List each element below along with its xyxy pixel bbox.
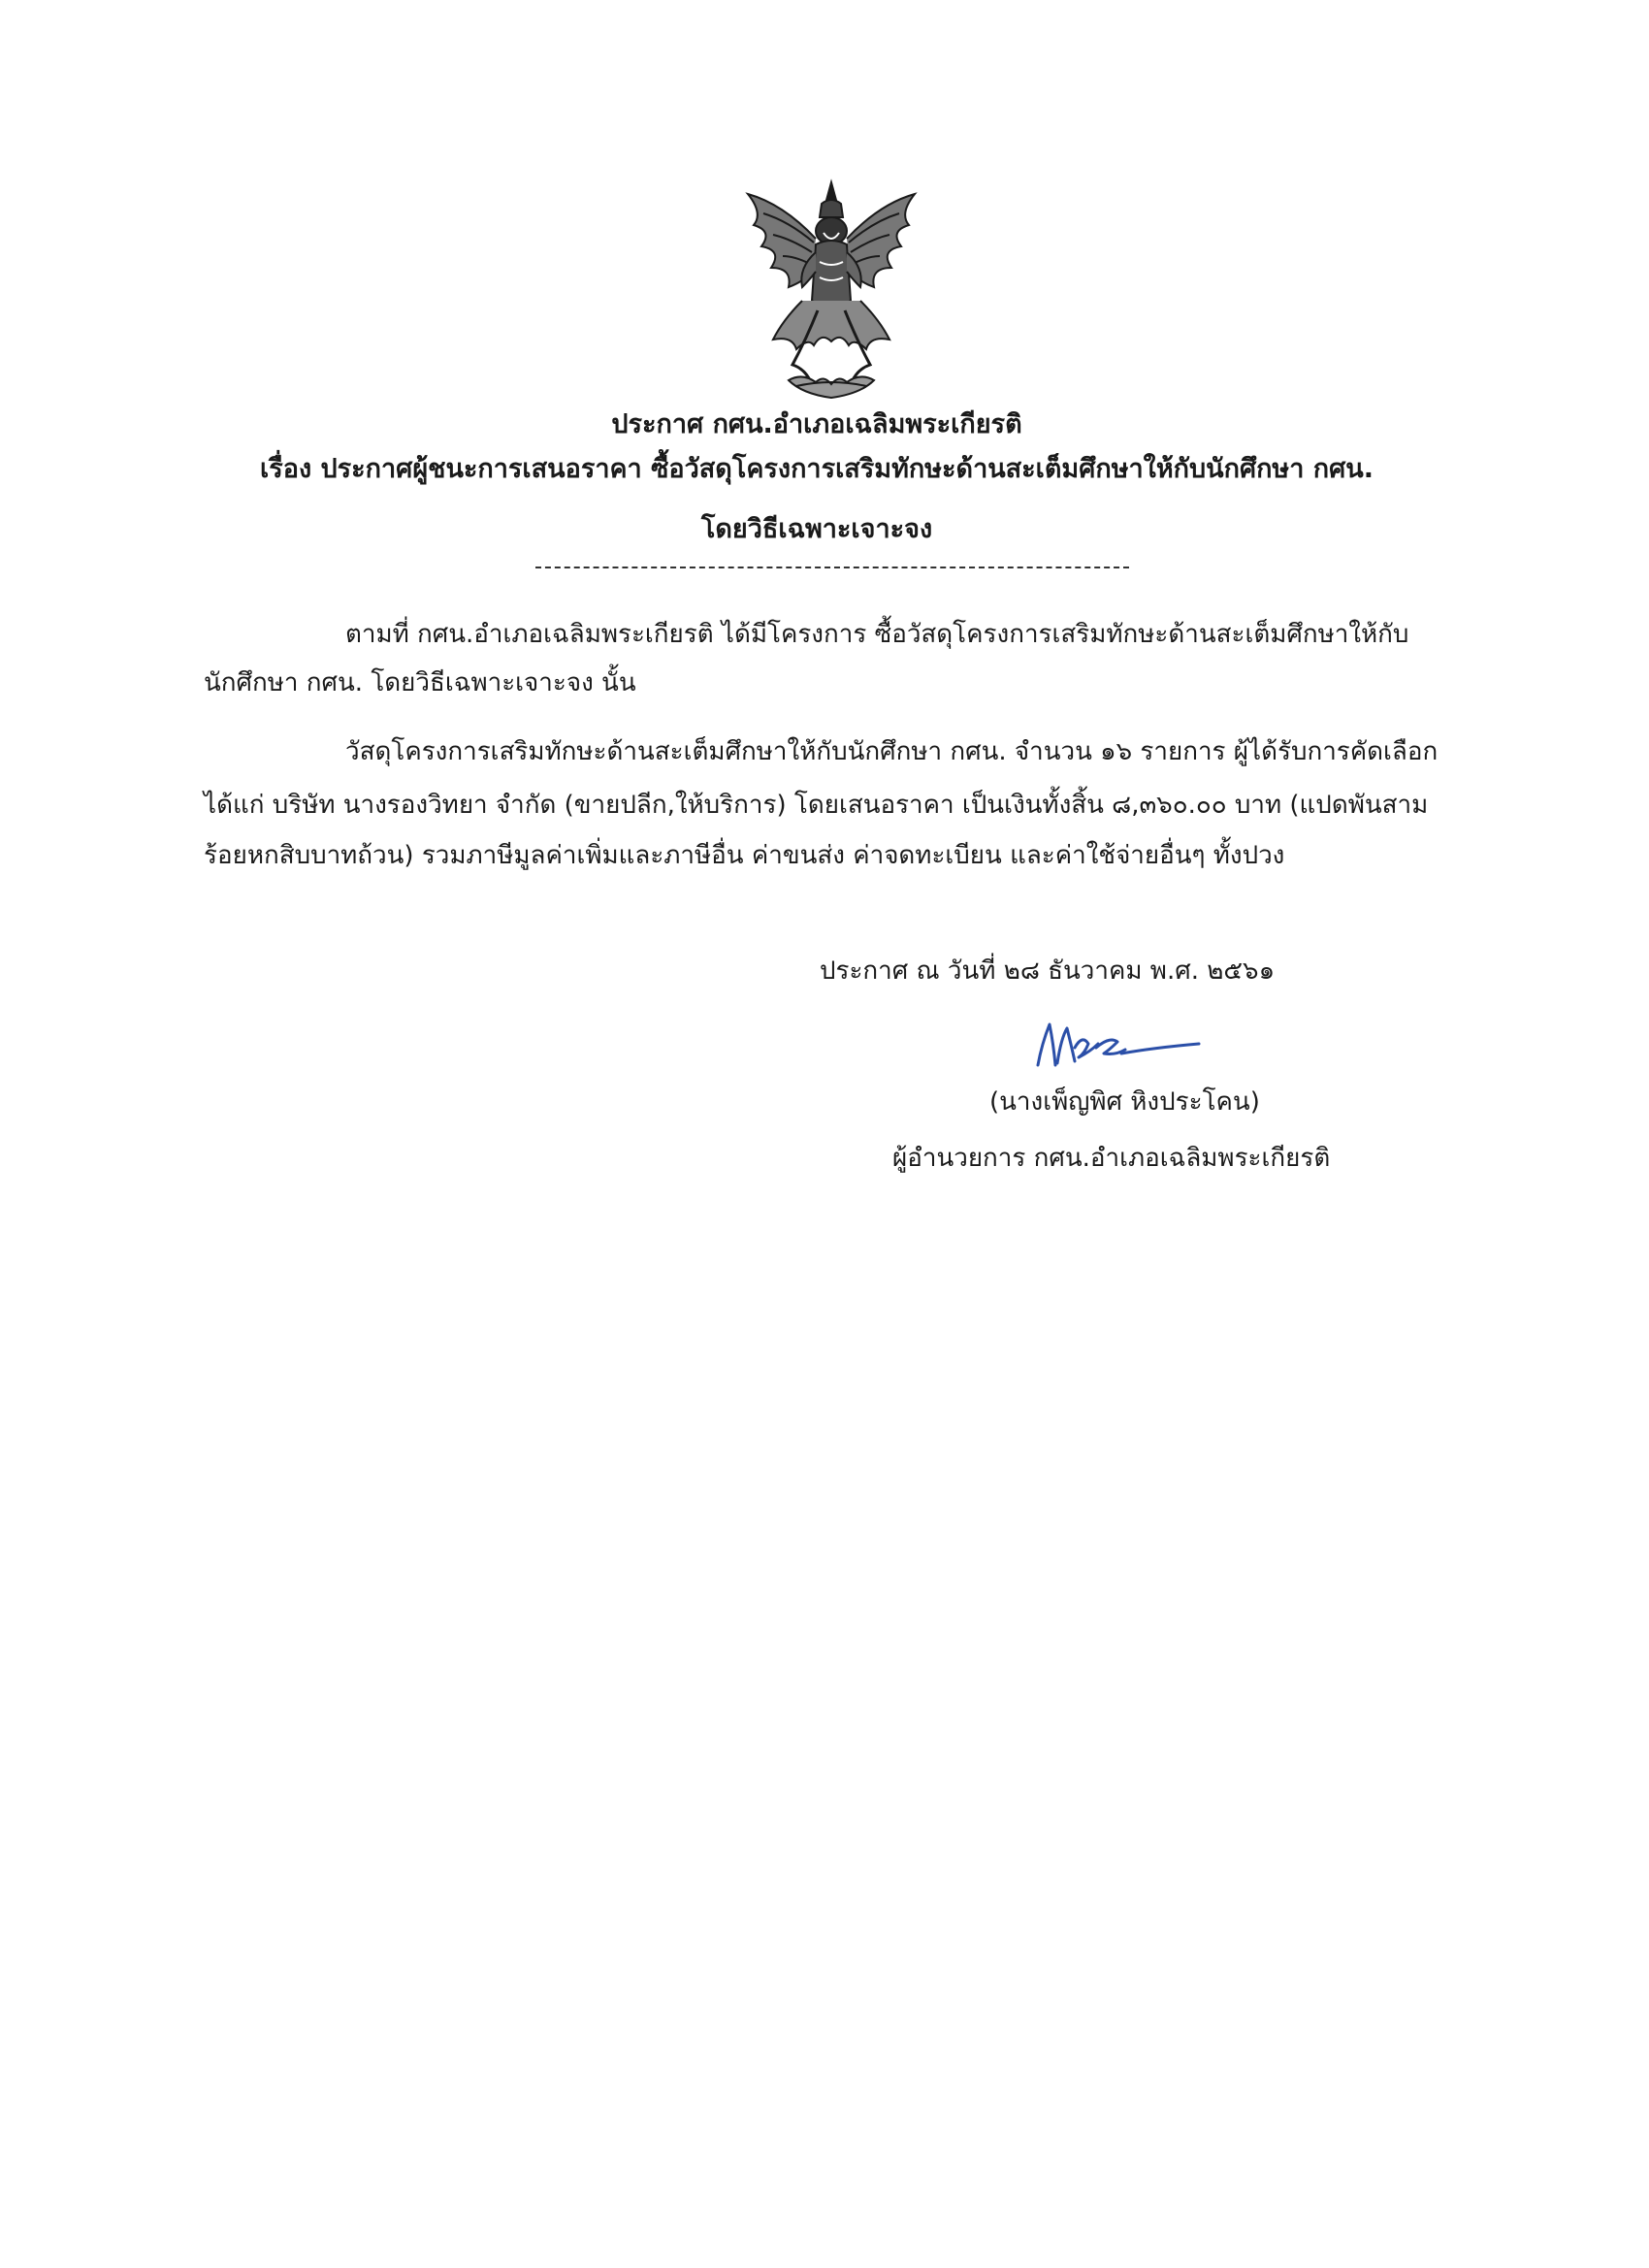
handwritten-signature <box>1028 1015 1203 1073</box>
garuda-emblem-icon <box>734 175 928 403</box>
paragraph-1-line-1: ตามที่ กศน.อำเภอเฉลิมพระเกียรติ ได้มีโครงการ ซื้อวัสดุโครงการเสริมทักษะด้านสะเต็มศึกษาให้กับ <box>345 620 1409 649</box>
subject-line: เรื่อง ประกาศผู้ชนะการเสนอราคา ซื้อวัสดุโครงการเสริมทักษะด้านสะเต็มศึกษาให้กับนักศึกษา กศน. <box>260 454 1374 484</box>
signer-title: ผู้อำนวยการ กศน.อำเภอเฉลิมพระเกียรติ <box>892 1144 1331 1173</box>
announcement-title: ประกาศ กศน.อำเภอเฉลิมพระเกียรติ <box>611 409 1022 439</box>
paragraph-2-line-2: ได้แก่ บริษัท นางรองวิทยา จำกัด (ขายปลีก,ให้บริการ) โดยเสนอราคา เป็นเงินทั้งสิ้น ๘,๓๖๐.๐๐ บาท (แปดพันสาม <box>204 791 1429 820</box>
announcement-date: ประกาศ ณ วันที่ ๒๘ ธันวาคม พ.ศ. ๒๕๖๑ <box>820 956 1276 986</box>
paragraph-2-line-3: ร้อยหกสิบบาทถ้วน) รวมภาษีมูลค่าเพิ่มและภาษีอื่น ค่าขนส่ง ค่าจดทะเบียน และค่าใช้จ่ายอื่นๆ ทั้งปวง <box>204 841 1285 870</box>
subject-line-continued: โดยวิธีเฉพาะเจาะจง <box>700 514 933 544</box>
paragraph-2-line-1: วัสดุโครงการเสริมทักษะด้านสะเต็มศึกษาให้กับนักศึกษา กศน. จำนวน ๑๖ รายการ ผู้ได้รับการคัดเลือก <box>345 737 1439 766</box>
dashed-separator <box>535 567 1129 568</box>
paragraph-1-line-2: นักศึกษา กศน. โดยวิธีเฉพาะเจาะจง นั้น <box>204 668 636 697</box>
signer-name: (นางเพ็ญพิศ หิงประโคน) <box>989 1087 1260 1117</box>
